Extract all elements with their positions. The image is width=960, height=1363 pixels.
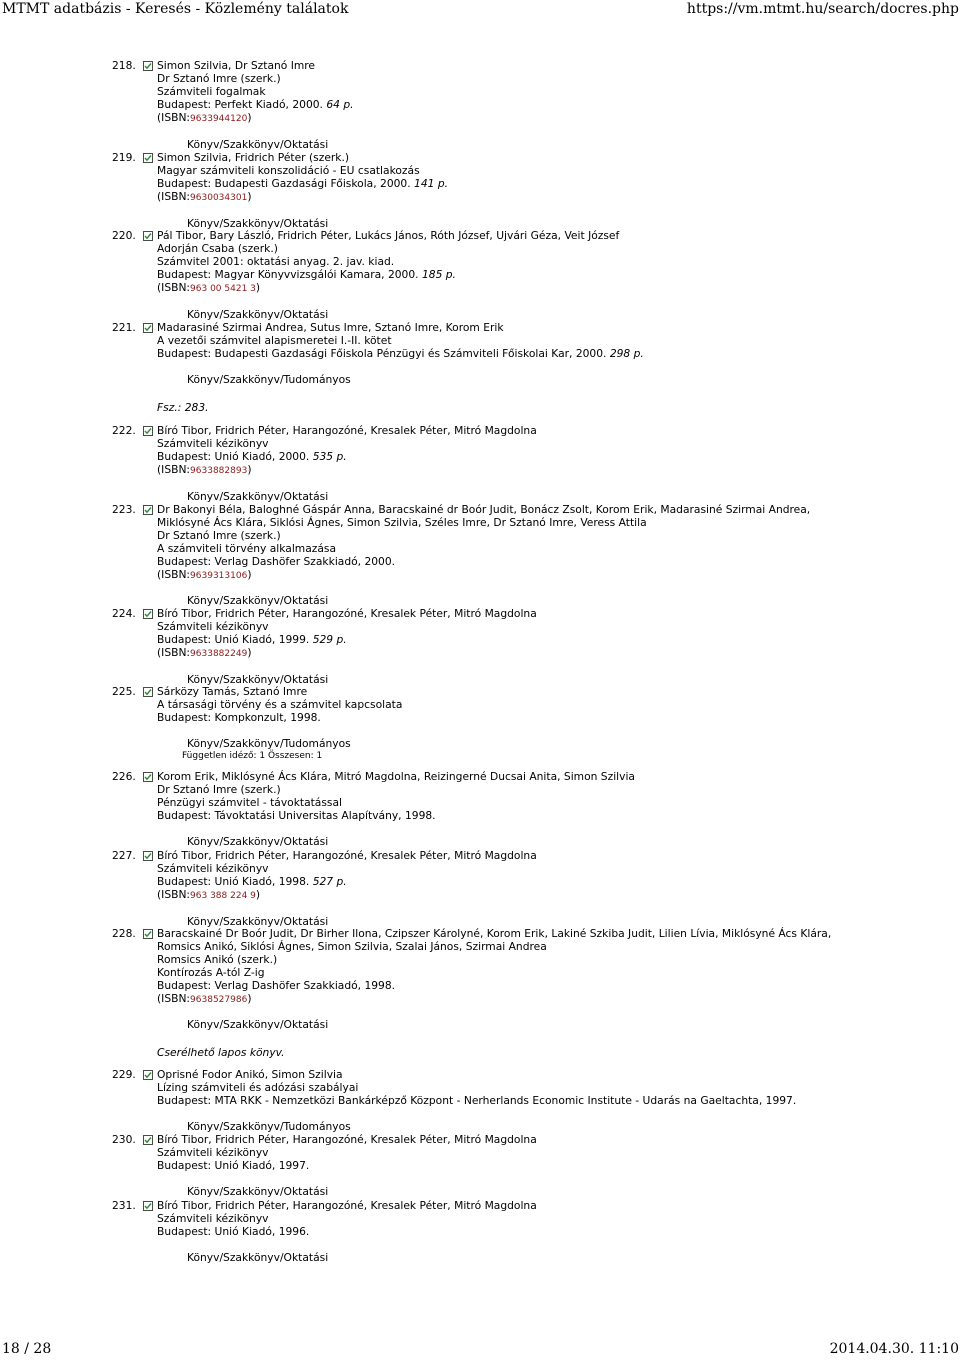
isbn-close: )	[247, 991, 252, 1005]
publication-category: Könyv/Szakkönyv/Oktatási	[187, 216, 329, 230]
result-body	[157, 504, 832, 608]
publisher: Budapest: Magyar Könyvvizsgálói Kamara, 2000.	[157, 267, 419, 281]
result-item	[112, 1069, 832, 1134]
publisher-line	[157, 556, 832, 569]
publisher: Budapest: MTA RKK - Nemzetközi Bankárképző Központ - Nerherlands Economic Institute - Udarás na Gaeltachta, 1997.	[157, 1093, 797, 1107]
author-list[interactable]: Bíró Tibor, Fridrich Péter, Harangozóné, Kresalek Péter, Mitró Magdolna	[157, 607, 537, 620]
result-number: 220.	[112, 229, 136, 242]
author-list-continued[interactable]: Miklósyné Ács Klára, Siklósi Ágnes, Simon Szilvia, Széles Imre, Dr Sztanó Imre, Veress Attila	[157, 515, 647, 529]
page-count: 535 p.	[312, 449, 347, 463]
print-footer	[0, 1341, 960, 1363]
isbn-value: 9638527986	[190, 994, 248, 1005]
publisher-line	[157, 712, 832, 725]
print-datetime: 2014.04.30. 11:10	[829, 1341, 959, 1357]
publication-category: Könyv/Szakkönyv/Tudományos	[187, 1119, 351, 1133]
publication-title[interactable]: Pénzügyi számvitel - távoktatással	[157, 795, 343, 809]
publisher-line	[157, 99, 832, 112]
isbn-label: (ISBN:	[157, 110, 191, 124]
isbn-close: )	[247, 462, 252, 476]
publisher: Budapest: Kompkonzult, 1998.	[157, 710, 321, 724]
author-list[interactable]: Madarasiné Szirmai Andrea, Sutus Imre, Sztanó Imre, Korom Erik	[157, 321, 504, 334]
result-body	[157, 425, 832, 504]
editor[interactable]: Dr Sztanó Imre (szerk.)	[157, 782, 281, 796]
result-number: 219.	[112, 151, 136, 164]
result-number: 229.	[112, 1068, 136, 1081]
select-checkbox[interactable]	[143, 505, 153, 515]
publisher-line	[157, 451, 832, 464]
isbn-value: 9630034301	[190, 192, 248, 203]
result-number: 224.	[112, 607, 136, 620]
author-list[interactable]: Sárközy Tamás, Sztanó Imre	[157, 685, 308, 698]
result-item	[112, 425, 832, 504]
result-body	[157, 608, 832, 687]
publication-category: Könyv/Szakkönyv/Oktatási	[187, 307, 329, 321]
result-item	[112, 322, 832, 415]
select-checkbox[interactable]	[143, 231, 153, 241]
result-item	[112, 771, 832, 849]
select-checkbox[interactable]	[143, 609, 153, 619]
page-count: 529 p.	[312, 632, 347, 646]
author-list-continued[interactable]: Adorján Csaba (szerk.)	[157, 241, 278, 255]
page-count: 64 p.	[326, 97, 354, 111]
result-body	[157, 322, 832, 415]
publication-title[interactable]: Számviteli fogalmak	[157, 84, 266, 98]
publisher-line	[157, 1226, 832, 1239]
page-url[interactable]: https://vm.mtmt.hu/search/docres.php	[686, 1, 959, 17]
publication-title[interactable]: A vezetői számvitel alapismeretei I.-II. kötet	[157, 333, 392, 347]
result-number: 225.	[112, 685, 136, 698]
author-list[interactable]: Bíró Tibor, Fridrich Péter, Harangozóné, Kresalek Péter, Mitró Magdolna	[157, 1133, 537, 1146]
result-item	[112, 928, 832, 1060]
author-list[interactable]: Baracskainé Dr Boór Judit, Dr Birher Ilona, Czipszer Károlyné, Korom Erik, Lakiné Szkiba Judit, Lilien Lívia, Miklósyné Ács Klára,	[157, 927, 832, 940]
author-list[interactable]: Simon Szilvia, Fridrich Péter (szerk.)	[157, 151, 350, 164]
select-checkbox[interactable]	[143, 851, 153, 861]
publication-title[interactable]: Magyar számviteli konszolidáció - EU csatlakozás	[157, 163, 420, 177]
result-number: 226.	[112, 770, 136, 783]
publication-category: Könyv/Szakkönyv/Oktatási	[187, 594, 329, 608]
publisher: Budapest: Budapesti Gazdasági Főiskola, 2000.	[157, 176, 411, 190]
page-number: 18 / 28	[2, 1341, 52, 1357]
publication-title[interactable]: Számvitel 2001: oktatási anyag. 2. jav. kiad.	[157, 254, 395, 268]
publication-title[interactable]: A számviteli törvény alkalmazása	[157, 541, 337, 555]
publication-category: Könyv/Szakkönyv/Oktatási	[187, 1018, 329, 1032]
isbn-label: (ISBN:	[157, 567, 191, 581]
author-list[interactable]: Bíró Tibor, Fridrich Péter, Harangozóné, Kresalek Péter, Mitró Magdolna	[157, 424, 537, 437]
publisher-line	[157, 1160, 832, 1173]
publication-category: Könyv/Szakkönyv/Oktatási	[187, 834, 329, 848]
print-header	[0, 1, 960, 23]
publication-title[interactable]: Számviteli kézikönyv	[157, 436, 269, 450]
publisher-line	[157, 980, 832, 993]
publication-category: Könyv/Szakkönyv/Oktatási	[187, 1184, 329, 1198]
result-number: 223.	[112, 503, 136, 516]
publisher: Budapest: Unió Kiadó, 2000.	[157, 449, 310, 463]
publication-note: Fsz.: 283.	[157, 400, 209, 414]
publisher: Budapest: Verlag Dashöfer Szakkiadó, 2000.	[157, 554, 396, 568]
isbn-value: 963 00 5421 3	[190, 283, 256, 294]
result-number: 228.	[112, 927, 136, 940]
publisher-line	[157, 810, 832, 823]
isbn-line	[157, 889, 832, 903]
publication-category: Könyv/Szakkönyv/Oktatási	[187, 672, 329, 686]
publisher: Budapest: Unió Kiadó, 1999.	[157, 632, 310, 646]
publication-title[interactable]: Lízing számviteli és adózási szabályai	[157, 1080, 359, 1094]
isbn-value: 963 388 224 9	[190, 890, 256, 901]
result-number: 231.	[112, 1199, 136, 1212]
author-list[interactable]: Korom Erik, Miklósyné Ács Klára, Mitró Magdolna, Reizingerné Ducsai Anita, Simon Szilvia	[157, 770, 635, 783]
author-list[interactable]: Bíró Tibor, Fridrich Péter, Harangozóné, Kresalek Péter, Mitró Magdolna	[157, 1199, 537, 1212]
publication-category: Könyv/Szakkönyv/Oktatási	[187, 489, 329, 503]
publication-title[interactable]: Számviteli kézikönyv	[157, 861, 269, 875]
result-item	[112, 608, 832, 687]
isbn-close: )	[247, 645, 252, 659]
isbn-close: )	[255, 280, 261, 294]
publication-title[interactable]: Számviteli kézikönyv	[157, 1145, 269, 1159]
publisher-line	[157, 178, 832, 191]
publisher-line	[157, 348, 832, 361]
result-item	[112, 686, 832, 762]
isbn-label: (ISBN:	[157, 645, 191, 659]
author-list-continued[interactable]: Romsics Anikó, Siklósi Ágnes, Simon Szilvia, Szalai János, Szirmai Andrea	[157, 939, 547, 953]
citation-count[interactable]: Független idéző: 1 Összesen: 1	[182, 750, 323, 761]
isbn-label: (ISBN:	[157, 189, 191, 203]
result-item	[112, 230, 832, 321]
select-checkbox[interactable]	[143, 1135, 153, 1145]
editor[interactable]: Romsics Anikó (szerk.)	[157, 952, 278, 966]
author-list[interactable]: Simon Szilvia, Dr Sztanó Imre	[157, 59, 316, 72]
select-checkbox[interactable]	[143, 1070, 153, 1080]
result-number: 222.	[112, 424, 136, 437]
publication-category: Könyv/Szakkönyv/Tudományos	[187, 372, 351, 386]
result-body	[157, 1200, 832, 1265]
publication-category: Könyv/Szakkönyv/Oktatási	[187, 137, 329, 151]
result-item	[112, 850, 832, 929]
isbn-label: (ISBN:	[157, 887, 191, 901]
isbn-close: )	[255, 887, 261, 901]
select-checkbox[interactable]	[143, 929, 153, 939]
publisher-line	[157, 1095, 832, 1108]
isbn-line	[157, 282, 832, 296]
result-body	[157, 230, 832, 321]
publication-title[interactable]: A társasági törvény és a számvitel kapcsolata	[157, 697, 403, 711]
editor[interactable]: Dr Sztanó Imre (szerk.)	[157, 528, 281, 542]
publisher-line	[157, 634, 832, 647]
isbn-value: 9639313106	[190, 570, 248, 581]
result-number: 221.	[112, 321, 136, 334]
isbn-close: )	[247, 189, 252, 203]
select-checkbox[interactable]	[143, 153, 153, 163]
publisher: Budapest: Távoktatási Universitas Alapítvány, 1998.	[157, 808, 436, 822]
result-body	[157, 60, 832, 151]
isbn-line	[157, 993, 832, 1007]
select-checkbox[interactable]	[143, 426, 153, 436]
publisher: Budapest: Unió Kiadó, 1998.	[157, 874, 310, 888]
publisher: Budapest: Verlag Dashöfer Szakkiadó, 1998.	[157, 978, 396, 992]
isbn-value: 9633882893	[190, 465, 248, 476]
author-list[interactable]: Bíró Tibor, Fridrich Péter, Harangozóné, Kresalek Péter, Mitró Magdolna	[157, 849, 537, 862]
result-number: 227.	[112, 849, 136, 862]
page-count: 185 p.	[421, 267, 456, 281]
result-body	[157, 686, 832, 762]
isbn-value: 9633882249	[190, 648, 248, 659]
select-checkbox[interactable]	[143, 772, 153, 782]
publication-category: Könyv/Szakkönyv/Tudományos	[187, 736, 351, 750]
result-number: 218.	[112, 59, 136, 72]
isbn-close: )	[247, 567, 252, 581]
isbn-label: (ISBN:	[157, 280, 191, 294]
publication-category: Könyv/Szakkönyv/Oktatási	[187, 1250, 329, 1264]
publisher: Budapest: Perfekt Kiadó, 2000.	[157, 97, 323, 111]
isbn-label: (ISBN:	[157, 462, 191, 476]
result-item	[112, 504, 832, 608]
select-checkbox[interactable]	[143, 687, 153, 697]
result-body	[157, 928, 832, 1060]
result-body	[157, 850, 832, 929]
result-item	[112, 60, 832, 151]
isbn-close: )	[247, 110, 252, 124]
result-item	[112, 152, 832, 231]
publisher: Budapest: Unió Kiadó, 1996.	[157, 1224, 310, 1238]
publication-title[interactable]: Számviteli kézikönyv	[157, 619, 269, 633]
result-body	[157, 152, 832, 231]
author-list[interactable]: Pál Tibor, Bary László, Fridrich Péter, Lukács János, Róth József, Ujvári Géza, Veit József	[157, 229, 620, 242]
result-body	[157, 771, 832, 849]
publication-note: Cserélhető lapos könyv.	[157, 1046, 285, 1060]
result-body	[157, 1069, 832, 1134]
publication-category: Könyv/Szakkönyv/Oktatási	[187, 914, 329, 928]
result-number: 230.	[112, 1133, 136, 1146]
author-list[interactable]: Oprisné Fodor Anikó, Simon Szilvia	[157, 1068, 343, 1081]
isbn-value: 9633944120	[190, 113, 248, 124]
page-title: MTMT adatbázis - Keresés - Közlemény találatok	[2, 1, 349, 17]
isbn-line	[157, 464, 832, 478]
result-body	[157, 1134, 832, 1199]
isbn-line	[157, 112, 832, 126]
page-count: 298 p.	[609, 346, 644, 360]
isbn-line	[157, 191, 832, 205]
isbn-label: (ISBN:	[157, 991, 191, 1005]
publisher: Budapest: Budapesti Gazdasági Főiskola Pénzügyi és Számviteli Főiskolai Kar, 2000.	[157, 346, 607, 360]
publisher: Budapest: Unió Kiadó, 1997.	[157, 1158, 310, 1172]
editor[interactable]: Dr Sztanó Imre (szerk.)	[157, 71, 281, 85]
page-count: 141 p.	[414, 176, 449, 190]
result-item	[112, 1200, 832, 1265]
page-count: 527 p.	[312, 874, 347, 888]
isbn-line	[157, 569, 832, 583]
publication-title[interactable]: Kontírozás A-tól Z-ig	[157, 965, 265, 979]
publication-title[interactable]: Számviteli kézikönyv	[157, 1211, 269, 1225]
select-checkbox[interactable]	[143, 61, 153, 71]
isbn-line	[157, 647, 832, 661]
select-checkbox[interactable]	[143, 323, 153, 333]
select-checkbox[interactable]	[143, 1201, 153, 1211]
author-list[interactable]: Dr Bakonyi Béla, Baloghné Gáspár Anna, Baracskainé dr Boór Judit, Bonácz Zsolt, Korom Erik, Madarasiné Szirmai Andrea,	[157, 503, 811, 516]
result-item	[112, 1134, 832, 1199]
